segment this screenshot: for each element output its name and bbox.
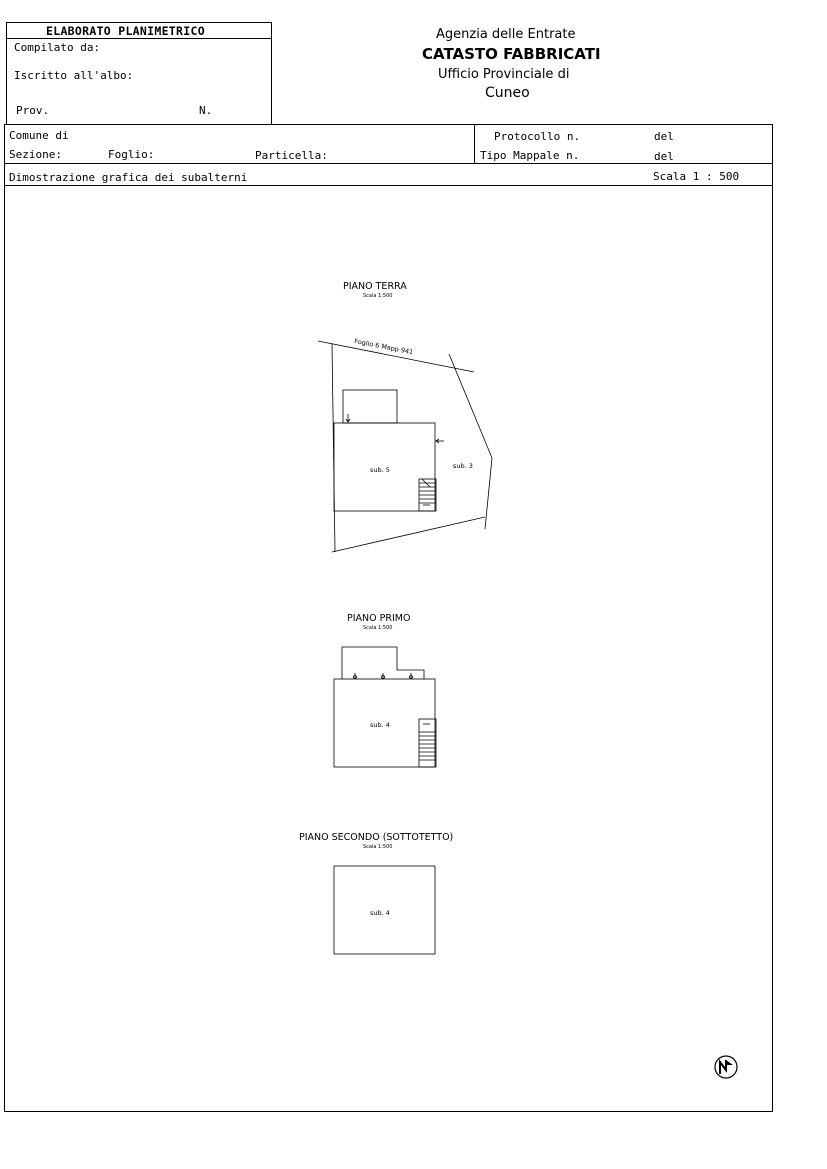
protocollo-del-label: del — [654, 130, 674, 143]
caption-description: Dimostrazione grafica dei subalterni — [9, 171, 248, 184]
piano-primo-title: PIANO PRIMO — [347, 613, 411, 624]
piano-primo-scale: Scala 1:500 — [363, 625, 393, 631]
catasto-title: CATASTO FABBRICATI — [422, 45, 601, 63]
piano-secondo-scale: Scala 1:500 — [363, 844, 393, 850]
piano-terra-title: PIANO TERRA — [343, 281, 407, 292]
protocollo-label: Protocollo n. — [494, 130, 581, 143]
numero-label: N. — [199, 104, 213, 117]
sezione-label: Sezione: — [9, 148, 62, 161]
sub4-label-primo: sub. 4 — [370, 721, 390, 729]
ufficio-label: Ufficio Provinciale di — [438, 67, 570, 82]
iscritto-label: Iscritto all'albo: — [14, 69, 134, 82]
foglio-label: Foglio: — [108, 148, 155, 161]
map-reference: Foglio 6 Mapp 941 — [353, 337, 414, 357]
prov-label: Prov. — [16, 104, 50, 117]
tipo-del-label: del — [654, 150, 674, 163]
sub5-label: sub. 5 — [370, 466, 390, 474]
caption-scale: Scala 1 : 500 — [653, 170, 740, 183]
agency-name: Agenzia delle Entrate — [436, 27, 576, 42]
comune-label: Comune di — [9, 129, 69, 142]
sub3-label: sub. 3 — [453, 462, 473, 470]
sub4-label-secondo: sub. 4 — [370, 909, 390, 917]
piano-terra-scale: Scala 1:500 — [363, 293, 393, 299]
compilato-label: Compilato da: — [14, 41, 101, 54]
particella-label: Particella: — [255, 149, 328, 162]
north-arrow-icon — [713, 1054, 741, 1082]
ufficio-city: Cuneo — [485, 85, 530, 101]
piano-secondo-title: PIANO SECONDO (SOTTOTETTO) — [299, 832, 454, 843]
tipo-mappale-label: Tipo Mappale n. — [480, 149, 580, 162]
form-title: ELABORATO PLANIMETRICO — [46, 24, 205, 38]
